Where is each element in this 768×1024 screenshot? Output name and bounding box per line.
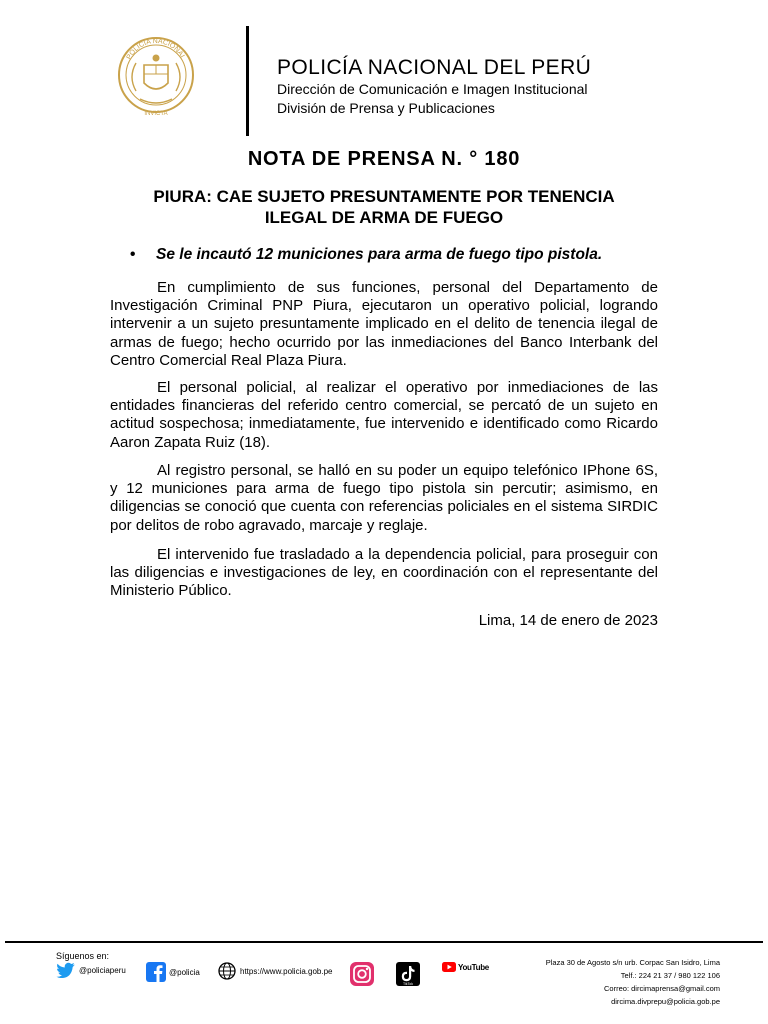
contact-info [546, 956, 720, 1008]
paragraph-4: El intervenido fue trasladado a la dependencia policial, para proseguir con las diligencias e investigaciones de ley, en coordinación con el representante del Ministerio Público. [110, 546, 658, 600]
tiktok-icon [396, 962, 420, 986]
bullet-item [130, 245, 602, 265]
twitter-icon [56, 962, 76, 978]
facebook-handle: @policia [169, 967, 200, 977]
paragraph-1: En cumplimiento de sus funciones, personal del Departamento de Investigación Criminal PNP Piura, ejecutaron un operativo policial, logrando intervenir a un sujeto presuntamente implicado en el delito de tenencia ilegal de armas de fuego; hecho ocurrido por las inmediaciones del Banco Interbank del Centro Comercial Real Plaza Piura. [110, 279, 658, 369]
globe-icon [218, 962, 236, 980]
paragraph-2: El personal policial, al realizar el operativo por inmediaciones de las entidades financieras del referido centro comercial, se percató de un sujeto en actitud sospechosa; inmediatamente, fue intervenido e identificado como Ricardo Aaron Zapata Ruiz (18). [110, 379, 658, 451]
instagram-link[interactable] [350, 962, 374, 986]
youtube-label: YouTube [458, 962, 489, 972]
org-name: POLICÍA NACIONAL DEL PERÚ [277, 56, 592, 79]
org-line-1: Dirección de Comunicación e Imagen Institucional [277, 81, 588, 97]
contact-email-2: dircima.divprepu@policia.gob.pe [611, 997, 720, 1006]
org-line-2: División de Prensa y Publicaciones [277, 100, 495, 116]
date-line: Lima, 14 de enero de 2023 [478, 612, 658, 629]
header-org-block [277, 56, 591, 118]
bullet-dot-icon: • [130, 246, 136, 263]
youtube-icon [442, 962, 456, 972]
youtube-link[interactable] [442, 962, 489, 972]
headline-line-2: ILEGAL DE ARMA DE FUEGO [264, 208, 504, 227]
website-link[interactable] [218, 962, 333, 980]
seal-top-text: POLICÍA NACIONAL [125, 37, 187, 61]
headline [110, 186, 658, 228]
headline-line-1: PIURA: CAE SUJETO PRESUNTAMENTE POR TENENCIA [153, 187, 615, 206]
contact-phone: Telf.: 224 21 37 / 980 122 106 [620, 971, 720, 980]
instagram-icon [350, 962, 374, 986]
facebook-link[interactable] [146, 962, 200, 982]
contact-email-1: Correo: dircimaprensa@gmail.com [604, 984, 720, 993]
twitter-handle: @policiaperu [79, 965, 126, 975]
website-url: https://www.policia.gob.pe [240, 966, 333, 976]
contact-address: Plaza 30 de Agosto s/n urb. Corpac San Isidro, Lima [545, 958, 720, 967]
page-title: NOTA DE PRENSA N. ° 180 [247, 148, 521, 170]
footer-divider [5, 941, 763, 943]
tiktok-label: TikTok [403, 982, 413, 986]
seal-bottom-text: INVICTA [144, 111, 168, 117]
bullet-text: Se le incautó 12 municiones para arma de fuego tipo pistola. [156, 246, 603, 263]
twitter-link[interactable] [56, 962, 126, 978]
header-divider [246, 26, 249, 136]
facebook-icon [146, 962, 166, 982]
police-seal-icon [116, 31, 196, 127]
follow-label: Síguenos en: [56, 951, 110, 961]
paragraph-3: Al registro personal, se halló en su poder un equipo telefónico IPhone 6S, y 12 municiones para arma de fuego tipo pistola sin percutir; asimismo, en diligencias se conoció que cuenta con referencias policiales en el sistema SIRDIC por delitos de robo agravado, marcaje y reglaje. [110, 462, 658, 534]
tiktok-link[interactable] [396, 962, 420, 986]
